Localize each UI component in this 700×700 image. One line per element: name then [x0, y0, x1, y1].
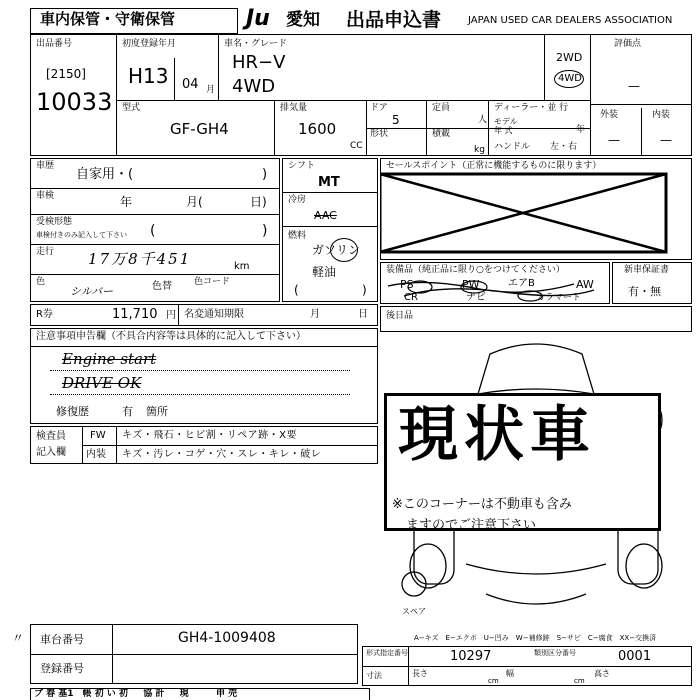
model-year-label: モデル 年 式 — [494, 117, 518, 135]
form-title: 出品申込書 — [346, 9, 442, 31]
handle-label: ハンドル — [494, 142, 531, 152]
warranty-label: 新車保証書 — [624, 265, 670, 275]
dim-width: 幅 — [506, 669, 514, 678]
footer-strip-text: ブ 春 基1 帳 初 い 初 協 計 現 申 売 — [34, 689, 238, 699]
inspector-label-bottom: 記入欄 — [36, 447, 66, 458]
chassis-value: GH4-1009408 — [178, 630, 276, 646]
car-name: HR−V — [232, 52, 286, 73]
equip-tv: カラマート — [536, 293, 582, 303]
handle-options: 左・右 — [550, 142, 578, 152]
displacement-label: 排気量 — [280, 103, 308, 113]
margin-mark: 〃 — [12, 631, 25, 645]
aircon-label: 冷房 — [288, 195, 307, 205]
transfer-label: 受検形態 — [36, 217, 73, 227]
history-label: 車歴 — [36, 161, 55, 171]
damage-legend: A−キズ E−エクボ U−凹み W−補修跡 S−サビ C−腐食 XX−交換済 — [414, 634, 657, 642]
later-docs-label: 後日品 — [386, 311, 414, 321]
car-name-label: 車名・グレード — [224, 39, 288, 49]
top-block — [30, 34, 692, 156]
fuel-circle — [330, 238, 358, 262]
equip-pw: PW — [462, 278, 480, 291]
registration-month-unit: 月 — [206, 85, 216, 95]
displacement-unit: CC — [350, 141, 363, 151]
lot-label: 出品番号 — [36, 39, 73, 49]
drive-4wd: 4WD — [558, 73, 582, 84]
inspector-fw-label: FW — [90, 430, 106, 441]
equip-cr: CR — [404, 292, 418, 303]
exterior-value: — — [608, 133, 620, 147]
dealer-label: ディーラー・並 行 — [494, 103, 569, 113]
notes-label: 注意事項申告欄（不具合内容等は具体的に記入して下さい） — [36, 331, 306, 342]
color-value: シルバー — [70, 285, 113, 298]
inspection-label: 車検 — [36, 191, 55, 201]
aircon-value: AAC — [314, 209, 337, 222]
class-value: 0001 — [618, 649, 652, 664]
mileage-unit: km — [234, 261, 250, 272]
equip-aw: AW — [576, 278, 594, 291]
later-docs-block — [380, 306, 692, 332]
inspector-int-items: キズ・汚レ・コゲ・穴・スレ・キレ・破レ — [122, 449, 322, 460]
org-name: 愛知 — [286, 10, 320, 30]
fuel-close: ) — [362, 283, 367, 297]
repair-value: 有 — [122, 405, 133, 418]
lot-number: 10033 — [36, 88, 113, 116]
tax-label: R券 — [36, 309, 53, 320]
storage-label: 車内保管・守衛保管 — [40, 10, 176, 28]
interior-label: 内装 — [652, 110, 671, 120]
tax-value: 11,710 — [112, 307, 158, 322]
inspector-fw-items: キズ・飛石・ヒビ割・リペア跡・X要 — [122, 430, 297, 441]
dim-length: 長さ — [412, 669, 428, 678]
repair-label: 修復歴 — [56, 405, 89, 418]
model-value: GF-GH4 — [170, 120, 229, 138]
shift-label: シフト — [288, 161, 316, 171]
doors-label: ドア — [370, 103, 388, 113]
inspection-month: 月( — [186, 195, 203, 209]
model-year-unit: 年 — [576, 125, 586, 135]
transfer-close: ) — [262, 223, 268, 239]
plate-label: 登録番号 — [40, 662, 84, 675]
dimensions-label: 寸法 — [366, 671, 382, 680]
fuel-diesel: 軽油 — [312, 265, 337, 279]
mileage-value: 17万8千451 — [88, 250, 192, 268]
color-change-label: 色替 — [152, 281, 172, 292]
transfer-open: ( — [150, 223, 156, 239]
color-code-label: 色コード — [194, 277, 231, 287]
dim-width-cm: cm — [574, 677, 585, 685]
equipment-scribble — [384, 276, 610, 302]
stamp-note-line2: ますのでご注意下さい — [406, 518, 537, 533]
interior-value: — — [660, 133, 672, 147]
repair-place: 箇所 — [146, 405, 168, 418]
equip-airbag: エアB — [508, 278, 535, 289]
inspector-label-top: 検査員 — [36, 431, 66, 442]
car-grade: 4WD — [232, 76, 276, 97]
registration-label: 初度登録年月 — [122, 39, 177, 49]
sales-point-crossout — [380, 172, 692, 260]
load-label: 積載 — [432, 129, 451, 139]
equipment-label: 装備品（純正品に限り○をつけてください） — [386, 265, 565, 275]
lot-sub-number: [2150] — [46, 67, 86, 81]
fuel-open: ( — [294, 283, 299, 297]
shape-label: 形状 — [370, 129, 389, 139]
model-label: 型式 — [122, 103, 141, 113]
doors-value: 5 — [392, 113, 400, 127]
warranty-options: 有・無 — [628, 285, 661, 298]
spare-label: スペア — [402, 607, 426, 616]
transfer-deadline-label: 名変通知期限 — [184, 309, 244, 320]
notes-line1: Engine start — [62, 350, 157, 368]
registration-year: H13 — [128, 64, 169, 88]
inspection-year: 年 — [120, 195, 133, 209]
tax-unit: 円 — [166, 310, 176, 321]
dim-length-cm: cm — [488, 677, 499, 685]
stamp-note-line1: ※このコーナーは不動車も含み — [392, 497, 572, 512]
sales-point-label: セールスポイント（正常に機能するものに限ります） — [386, 161, 602, 171]
evaluation-label: 評価点 — [614, 39, 642, 49]
fuel-label: 燃料 — [288, 231, 307, 241]
drive-2wd: 2WD — [556, 51, 583, 64]
notes-line2: DRIVE OK — [62, 374, 142, 392]
fuel-gasoline: ガソリン — [312, 243, 361, 257]
equip-ps: PS — [400, 278, 414, 291]
color-label: 色 — [36, 277, 46, 287]
class-label: 類別区分番号 — [534, 649, 576, 657]
capacity-unit: 人 — [478, 115, 488, 125]
history-value: 自家用・( — [76, 167, 134, 182]
chassis-label: 車台番号 — [40, 633, 84, 646]
transfer-deadline-day: 日 — [358, 309, 368, 320]
type-designation-label: 形式指定番号 — [366, 649, 408, 657]
registration-month: 04 — [182, 77, 199, 92]
history-close: ) — [262, 167, 268, 182]
transfer-note: 車検付きのみ記入して下さい — [36, 231, 127, 239]
stamp-title: 現状車 — [398, 400, 596, 470]
dim-height: 高さ — [594, 669, 610, 678]
type-designation-value: 10297 — [450, 649, 492, 664]
shift-value: MT — [318, 175, 340, 190]
capacity-label: 定員 — [432, 103, 451, 113]
inspector-int-label: 内装 — [86, 449, 106, 460]
mileage-label: 走行 — [36, 247, 55, 257]
exterior-label: 外装 — [600, 110, 619, 120]
load-unit: kg — [474, 145, 485, 155]
ju-logo: Ju — [246, 6, 270, 31]
equip-navi: ナビ — [466, 292, 486, 303]
inspection-day: 日) — [250, 195, 267, 209]
displacement-value: 1600 — [298, 120, 337, 138]
transfer-deadline-month: 月 — [310, 309, 320, 320]
evaluation-value: — — [628, 79, 640, 93]
assoc-name: JAPAN USED CAR DEALERS ASSOCIATION — [468, 15, 673, 26]
